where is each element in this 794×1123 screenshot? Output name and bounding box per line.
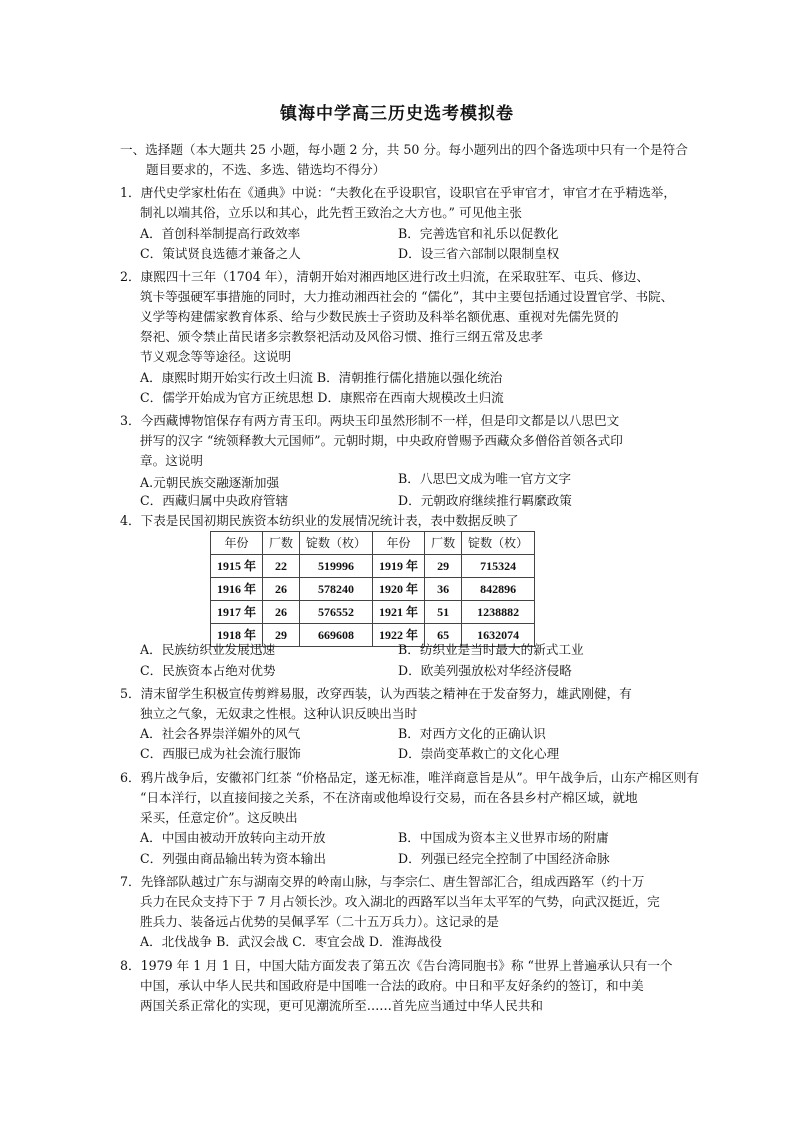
table-header: 厂数: [425, 532, 462, 555]
table-cell: 1915 年: [211, 555, 263, 578]
question-6-option-c[interactable]: C．列强由商品输出转为资本输出: [140, 851, 326, 866]
question-1-option-c[interactable]: C．策试贤良选德才兼备之人: [140, 246, 301, 261]
question-4-option-b[interactable]: B．纺织业是当时最大的新式工业: [398, 642, 584, 657]
question-2-options-cd[interactable]: C．儒学开始成为官方正统思想 D．康熙帝在西南大规模改土归流: [140, 390, 504, 405]
question-8-line: 中国，承认中华人民共和国政府是中国唯一合法的政府。中日和平友好条约的签订，和中美: [140, 978, 644, 993]
table-cell: 842896: [462, 578, 535, 601]
table-header: 厂数: [263, 532, 300, 555]
question-6-option-b[interactable]: B．中国成为资本主义世界市场的附庸: [398, 830, 609, 845]
question-3-option-d[interactable]: D．元朝政府继续推行羁縻政策: [398, 493, 572, 508]
table-cell: 1920 年: [373, 578, 425, 601]
question-3-option-c[interactable]: C．西藏归属中央政府管辖: [140, 493, 289, 508]
question-6-option-a[interactable]: A．中国由被动开放转向主动开放: [140, 830, 326, 845]
question-5-line: 5．清末留学生积极宣传剪辫易服，改穿西装，认为西装之精神在于发奋努力，雄武刚健，有: [120, 686, 632, 701]
question-1-line: 制礼以端其俗，立乐以和其心，此先哲王致治之大方也。” 可见他主张: [140, 205, 522, 220]
table-cell: 715324: [462, 555, 535, 578]
question-1-line: 1．唐代史学家杜佑在《通典》中说：“夫教化在乎设职官，设职官在乎审官才，审官才在乎精选举，: [120, 185, 676, 200]
question-5-option-d[interactable]: D．崇尚变革救亡的文化心理: [398, 746, 560, 761]
table-cell: 519996: [300, 555, 373, 578]
table-cell: 578240: [300, 578, 373, 601]
table-row: [211, 578, 535, 601]
table-cell: 29: [425, 555, 462, 578]
question-3-line: 拼写的汉字 “统领释教大元国师”。元朝时期，中央政府曾赐予西藏众多僧俗首领各式印: [140, 433, 623, 448]
table-cell: 1921 年: [373, 601, 425, 624]
question-3-line: 3．今西藏博物馆保存有两方青玉印。两块玉印虽然形制不一样，但是印文都是以八思巴文: [120, 413, 620, 428]
question-2-line: 筑卡等强硬军事措施的同时，大力推动湘西社会的 “儒化”，其中主要包括通过设置官学、书院、: [140, 289, 674, 304]
question-8-line: 两国关系正常化的实现，更可见潮流所至……首先应当通过中华人民共和: [140, 998, 543, 1013]
table-header: 年份: [211, 532, 263, 555]
table-cell: 1917 年: [211, 601, 263, 624]
question-4-option-a[interactable]: A．民族纺织业发展迅速: [140, 642, 276, 657]
page-title: 镇海中学高三历史选考模拟卷: [280, 104, 514, 124]
question-6-line: 6．鸦片战争后，安徽祁门红茶 “价格品定，遂无标准，唯洋商意旨是从”。甲午战争后，山东产棉区则有: [120, 770, 700, 785]
table-header: 锭数（枚）: [462, 532, 535, 555]
question-4-option-c[interactable]: C．民族资本占绝对优势: [140, 663, 276, 678]
table-cell: 1238882: [462, 601, 535, 624]
table-cell: 576552: [300, 601, 373, 624]
textile-stats-table: [210, 531, 535, 647]
question-1-option-b[interactable]: B．完善选官和礼乐以促教化: [398, 226, 559, 241]
question-5-option-b[interactable]: B．对西方文化的正确认识: [398, 726, 546, 741]
question-3-option-b[interactable]: B．八思巴文成为唯一官方文字: [398, 471, 571, 486]
table-header: 年份: [373, 532, 425, 555]
question-4-line: 4．下表是民国初期民族资本纺织业的发展情况统计表，表中数据反映了: [120, 513, 519, 528]
section-heading: 一、选择题（本大题共 25 小题，每小题 2 分，共 50 分。每小题列出的四个备选项中只有一个是符合: [120, 142, 688, 157]
question-1-option-d[interactable]: D．设三省六部制以限制皇权: [398, 246, 560, 261]
table-cell: 36: [425, 578, 462, 601]
table-cell: 26: [263, 601, 300, 624]
table-cell: 1919 年: [373, 555, 425, 578]
table-row: [211, 555, 535, 578]
question-7-line: 兵力在民众支持下于 7 月占领长沙。攻入湖北的西路军以当年太平军的气势，向武汉挺近，完: [140, 894, 660, 909]
question-6-line: “日本洋行，以直接间接之关系，不在济南或他埠设行交易，而在各县乡村产棉区域，就地: [140, 790, 638, 805]
table-row: [211, 601, 535, 624]
table-header: 锭数（枚）: [300, 532, 373, 555]
question-7-line: 7．先锋部队越过广东与湖南交界的岭南山脉，与李宗仁、唐生智部汇合，组成西路军（约十万: [120, 874, 645, 889]
question-2-line: 节义观念等等途径。这说明: [140, 349, 292, 364]
table-cell: 1918 年: [211, 624, 263, 647]
table-cell: 1922 年: [373, 624, 425, 647]
table-cell: 1916 年: [211, 578, 263, 601]
question-8-line: 8．1979 年 1 月 1 日，中国大陆方面发表了第五次《告台湾同胞书》称 “世界上普遍承认只有一个: [120, 958, 673, 973]
section-heading-cont: 题目要求的，不选、多选、错选均不得分）: [146, 162, 386, 177]
question-2-options-ab[interactable]: A．康熙时期开始实行改土归流 B．清朝推行儒化措施以强化统治: [140, 370, 503, 385]
question-1-option-a[interactable]: A．首创科举制提高行政效率: [140, 226, 301, 241]
question-2-line: 祭祀、颁令禁止苗民诸多宗教祭祀活动及风俗习惯、推行三纲五常及忠孝: [140, 329, 543, 344]
table-cell: 26: [263, 578, 300, 601]
question-4-option-d[interactable]: D．欧美列强放松对华经济侵略: [398, 663, 572, 678]
question-6-line: 采买，任意定价”。这反映出: [140, 810, 298, 825]
question-3-option-a[interactable]: A.元朝民族交融逐渐加强: [140, 475, 280, 490]
table-cell: 29: [263, 624, 300, 647]
question-6-option-d[interactable]: D．列强已经完全控制了中国经济命脉: [398, 851, 610, 866]
table-cell: 65: [425, 624, 462, 647]
table-cell: 22: [263, 555, 300, 578]
question-2-line: 义学等构建儒家教育体系、给与少数民族士子资助及科举名额优惠、重视对先儒先贤的: [140, 309, 619, 324]
question-5-option-c[interactable]: C．西服已成为社会流行服饰: [140, 746, 301, 761]
table-cell: 1632074: [462, 624, 535, 647]
table-cell: 669608: [300, 624, 373, 647]
question-5-line: 独立之气象，无奴隶之性根。这种认识反映出当时: [140, 706, 418, 721]
question-5-option-a[interactable]: A．社会各界崇洋媚外的风气: [140, 726, 301, 741]
table-header-row: [211, 532, 535, 555]
question-2-line: 2．康熙四十三年（1704 年），清朝开始对湘西地区进行改土归流，在采取驻军、屯兵、修边、: [120, 269, 649, 284]
table-cell: 51: [425, 601, 462, 624]
question-7-line: 胜兵力、装备远占优势的吴佩孚军（二十五万兵力）。这记录的是: [140, 914, 499, 929]
question-7-options[interactable]: A．北伐战争 B．武汉会战 C．枣宜会战 D．淮海战役: [140, 934, 442, 949]
question-3-line: 章。这说明: [140, 453, 203, 468]
